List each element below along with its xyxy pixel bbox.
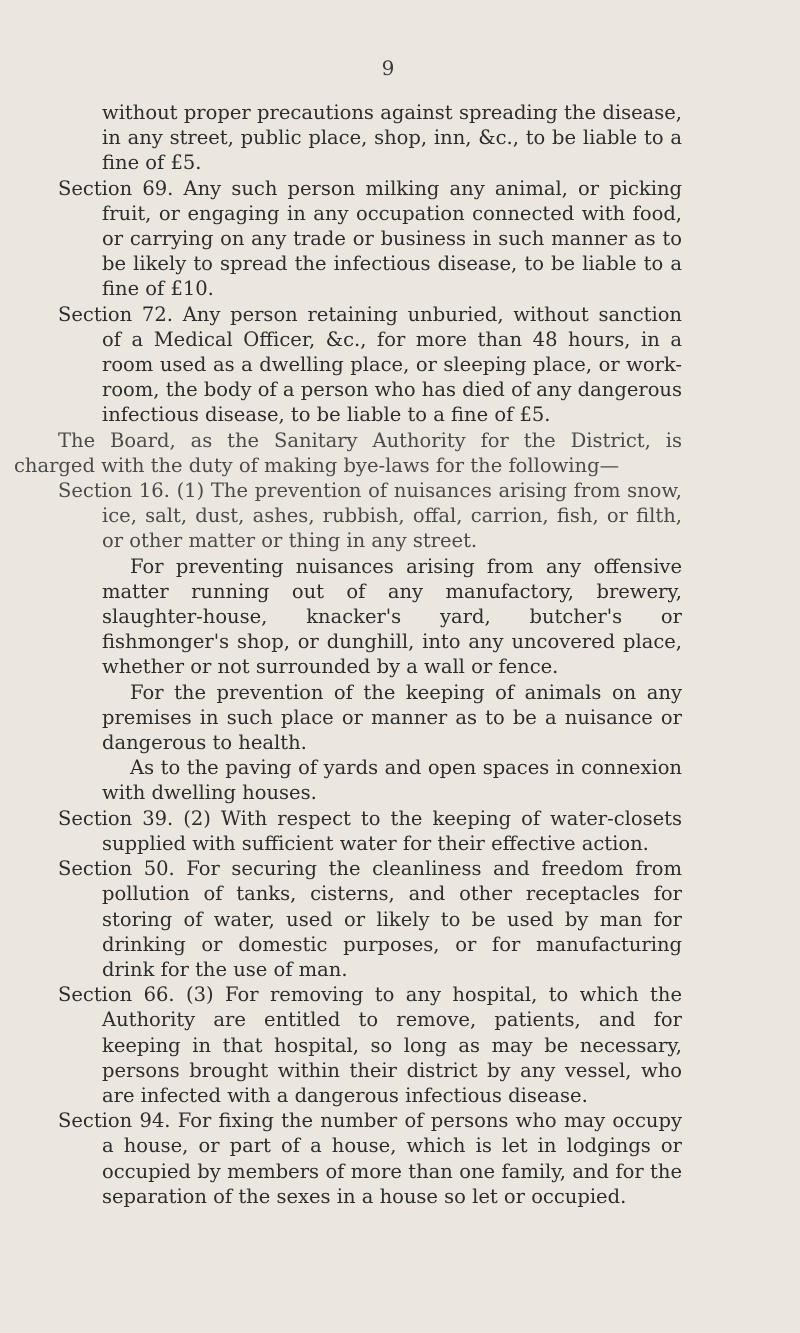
paragraph-keeping-animals: For the prevention of the keeping of animals on any premises in such place or manner as to be a nuisance or dangerous to health. — [102, 680, 682, 755]
paragraph-paving-yards: As to the paving of yards and open spaces in connexion with dwelling houses. — [102, 756, 682, 805]
paragraph-section-69: Section 69. Any such person milking any animal, or picking fruit, or engaging in any occupation connected with food, or carrying on any trade or business in such manner as to be likely to spread the infectious disease, to be liable to a fine of £10. — [58, 176, 682, 301]
paragraph-section-16: Section 16. (1) The prevention of nuisances arising from snow, ice, salt, dust, ashes, rubbish, offal, carrion, fish, or filth, or other matter or thing in any street. — [58, 479, 682, 553]
paragraph-board-bye-laws: The Board, as the Sanitary Authority for the District, is charged with the duty of making bye-laws for the following— — [14, 428, 682, 477]
paragraph-section-94: Section 94. For fixing the number of persons who may occupy a house, or part of a house, which is let in lodgings or occupied by members of more than one family, and for the separation of the sexes in a house so let or occupied. — [58, 1109, 682, 1208]
paragraph-continuation: without proper precautions against spreading the disease, in any street, public place, shop, inn, &c., to be liable to a fine of £5. — [102, 101, 682, 175]
paragraph-section-66: Section 66. (3) For removing to any hospital, to which the Authority are entitled to remove, patients, and for keeping in that hospital, so long as may be necessary, persons brought within their district by any vessel, who are infected with a dangerous infectious disease. — [58, 983, 682, 1107]
body-text — [14, 100, 682, 1209]
paragraph-section-39: Section 39. (2) With respect to the keeping of water-closets supplied with sufficient water for their effective action. — [58, 806, 682, 855]
paragraph-section-50: Section 50. For securing the cleanliness and freedom from pollution of tanks, cisterns, and other receptacles for storing of water, used or likely to be used by man for drinking or domestic purposes, or for manufacturing drink for the use of man. — [58, 857, 682, 981]
page-number: 9 — [381, 56, 395, 80]
paragraph-offensive-matter: For preventing nuisances arising from any offensive matter running out of any manufactory, brewery, slaughter-house, knacker's yard, butcher's or fishmonger's shop, or dunghill, into any uncovered place, whether or not surrounded by a wall or fence. — [102, 554, 682, 679]
paragraph-section-72: Section 72. Any person retaining unburied, without sanction of a Medical Officer, &c., for more than 48 hours, in a room used as a dwelling place, or sleeping place, or work-room, the body of a person who has died of any dangerous infectious disease, to be liable to a fine of £5. — [58, 302, 682, 427]
